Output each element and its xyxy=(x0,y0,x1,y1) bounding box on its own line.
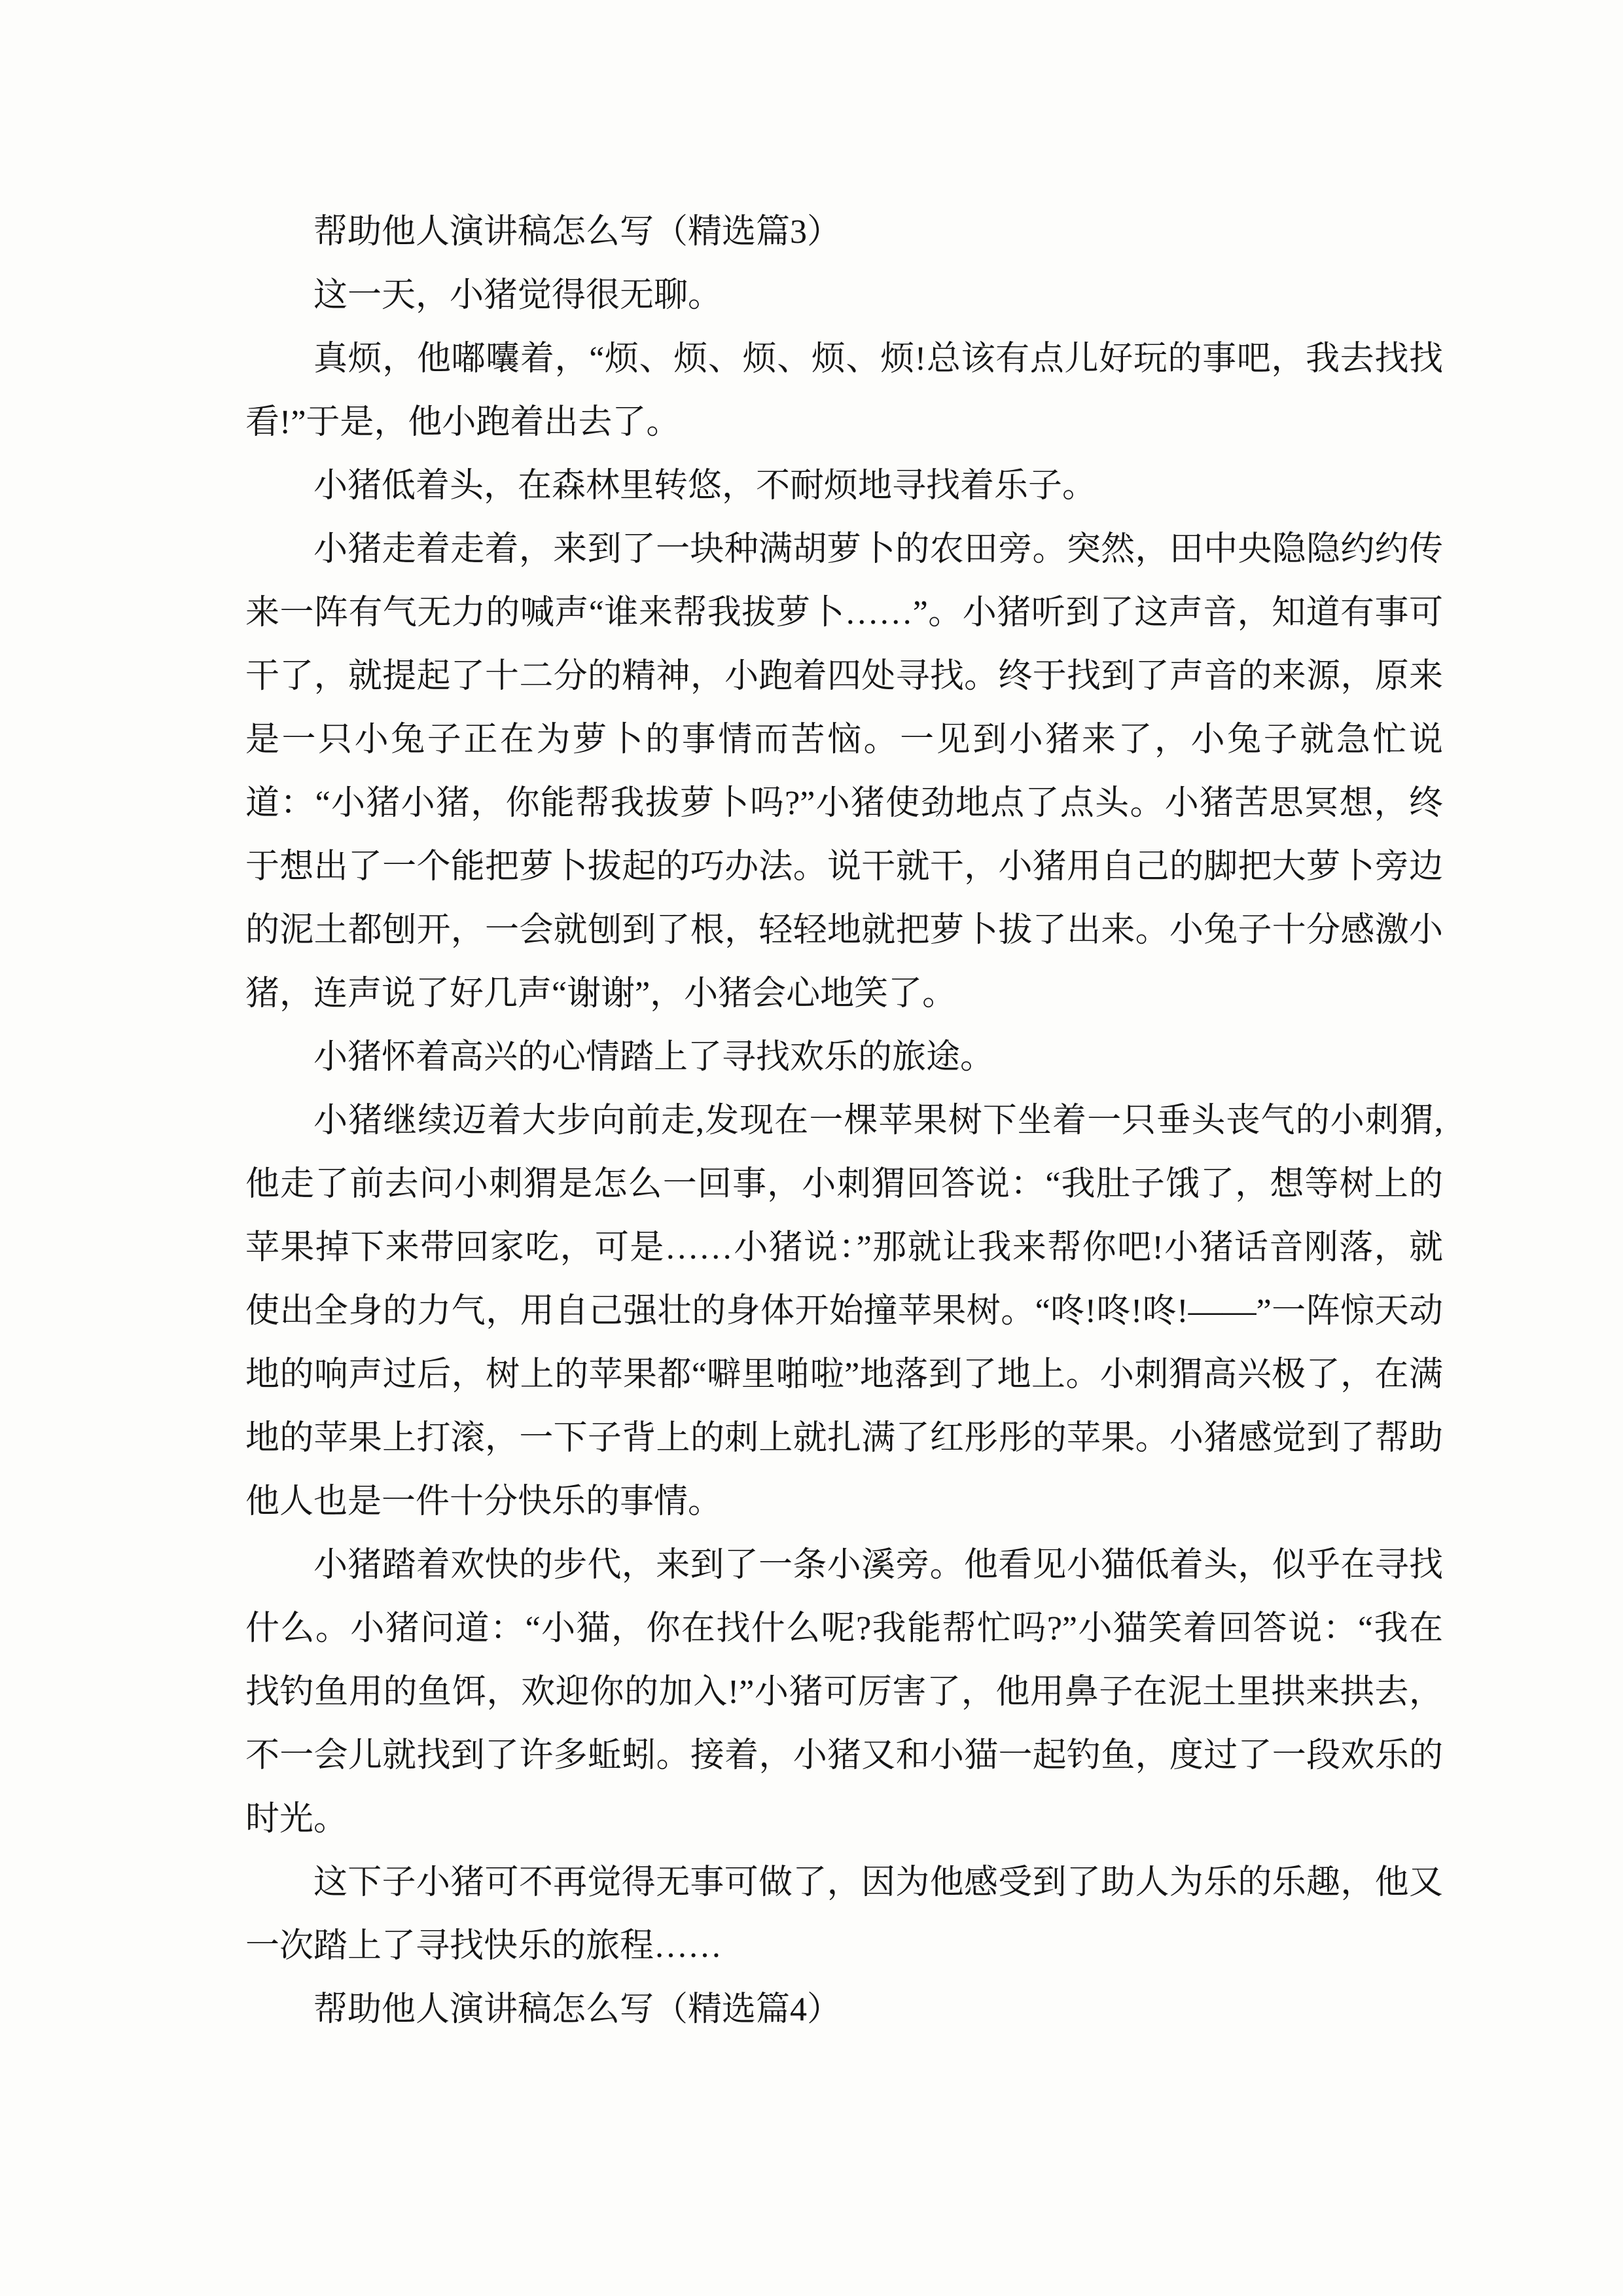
paragraph: 小猪低着头，在森林里转悠，不耐烦地寻找着乐子。 xyxy=(313,467,1097,505)
paragraph: 真烦，他嘟囔着，“烦、烦、烦、烦、烦!总该有点儿好玩的事吧，我去找找看!”于是，他小跑着出去了。 xyxy=(245,340,1443,441)
paragraph: 小猪踏着欢快的步代，来到了一条小溪旁。他看见小猫低着头，似乎在寻找什么。小猪问道：“小猫，你在找什么呢?我能帮忙吗?”小猫笑着回答说：“我在找钓鱼用的鱼饵，欢迎你的加入!”小猪可厉害了，他用鼻子在泥土里拱来拱去，不一会儿就找到了许多蚯蚓。接着，小猪又和小猫一起钓鱼，度过了一段欢乐的时光。 xyxy=(245,1547,1443,1838)
paragraph: 这下子小猪可不再觉得无事可做了，因为他感受到了助人为乐的乐趣，他又一次踏上了寻找快乐的旅程…… xyxy=(245,1864,1443,1965)
paragraph: 这一天，小猪觉得很无聊。 xyxy=(313,277,722,314)
document-text-block xyxy=(245,200,1443,2041)
paragraph: 小猪走着走着，来到了一块种满胡萝卜的农田旁。突然，田中央隐隐约约传来一阵有气无力的喊声“谁来帮我拔萝卜……”。小猪听到了这声音，知道有事可干了，就提起了十二分的精神，小跑着四处寻找。终于找到了声音的来源，原来是一只小兔子正在为萝卜的事情而苦恼。一见到小猪来了，小兔子就急忙说道：“小猪小猪，你能帮我拔萝卜吗?”小猪使劲地点了点头。小猪苦思冥想，终于想出了一个能把萝卜拔起的巧办法。说干就干，小猪用自己的脚把大萝卜旁边的泥土都刨开，一会就刨到了根，轻轻地就把萝卜拔了出来。小兔子十分感激小猪，连声说了好几声“谢谢”，小猪会心地笑了。 xyxy=(245,531,1443,1013)
paragraph: 小猪怀着高兴的心情踏上了寻找欢乐的旅途。 xyxy=(313,1039,995,1076)
section-title: 帮助他人演讲稿怎么写（精选篇3） xyxy=(313,213,842,251)
section-title: 帮助他人演讲稿怎么写（精选篇4） xyxy=(313,1991,842,2028)
paragraph: 小猪继续迈着大步向前走,发现在一棵苹果树下坐着一只垂头丧气的小刺猬,他走了前去问小刺猬是怎么一回事，小刺猬回答说：“我肚子饿了，想等树上的苹果掉下来带回家吃，可是……小猪说：”那就让我来帮你吧!小猪话音刚落，就使出全身的力气，用自己强壮的身体开始撞苹果树。“咚!咚!咚!——”一阵惊天动地的响声过后，树上的苹果都“噼里啪啦”地落到了地上。小刺猬高兴极了，在满地的苹果上打滚，一下子背上的刺上就扎满了红彤彤的苹果。小猪感觉到了帮助他人也是一件十分快乐的事情。 xyxy=(245,1102,1443,1520)
